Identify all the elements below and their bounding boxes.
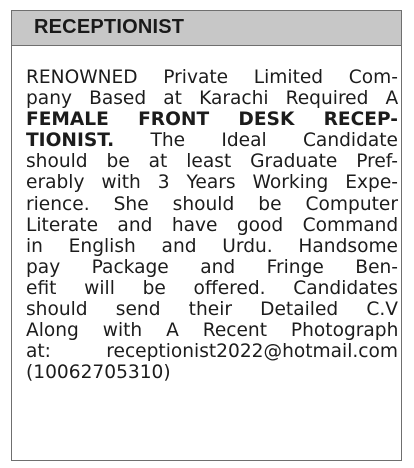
ad-text-segment: rience. She should be Computer (26, 193, 398, 215)
ad-heading: RECEPTIONIST (34, 16, 185, 38)
ad-text-line (26, 320, 398, 341)
ad-text-segment: pay Package and Fringe Ben- (26, 256, 398, 278)
ad-text-line (26, 299, 398, 320)
ad-text-line (26, 257, 398, 278)
ad-text-segment: pany Based at Karachi Required A (26, 88, 399, 110)
ad-text-line (26, 278, 398, 299)
ad-text-line (26, 130, 398, 151)
classified-ad (11, 10, 402, 461)
ad-text-line (26, 109, 398, 130)
ad-text-line (26, 67, 398, 88)
ad-body-text (26, 67, 398, 383)
ad-text-segment: should send their Detailed C.V (26, 299, 398, 321)
ad-text-line (26, 215, 398, 236)
ad-text-segment: erably with 3 Years Working Expe- (26, 172, 398, 194)
ad-text-line (26, 194, 398, 215)
ad-text-bold: FEMALE FRONT DESK RECEP- (26, 109, 398, 131)
ad-text-bold: TIONIST. (26, 130, 115, 152)
ad-text-segment: in English and Urdu. Handsome (26, 235, 398, 257)
ad-text-segment: efit will be offered. Candidates (26, 277, 398, 299)
ad-text-segment: RENOWNED Private Limited Com- (26, 67, 398, 88)
ad-text-segment: Along with A Recent Photograph (26, 320, 399, 342)
ad-text-segment: at: receptionist2022@hotmail.com (26, 341, 398, 363)
ad-text-segment: (10062705310) (26, 362, 171, 384)
ad-text-line (26, 236, 398, 257)
ad-text-segment: Literate and have good Command (26, 214, 399, 236)
ad-text-line (26, 151, 398, 172)
ad-text-segment: should be at least Graduate Pref- (26, 151, 399, 173)
ad-text-segment: The Ideal Candidate (114, 130, 398, 152)
ad-text-line (26, 88, 398, 109)
ad-text-line (26, 362, 398, 383)
ad-header-bar (12, 11, 401, 46)
ad-text-line (26, 341, 398, 362)
ad-text-line (26, 172, 398, 193)
